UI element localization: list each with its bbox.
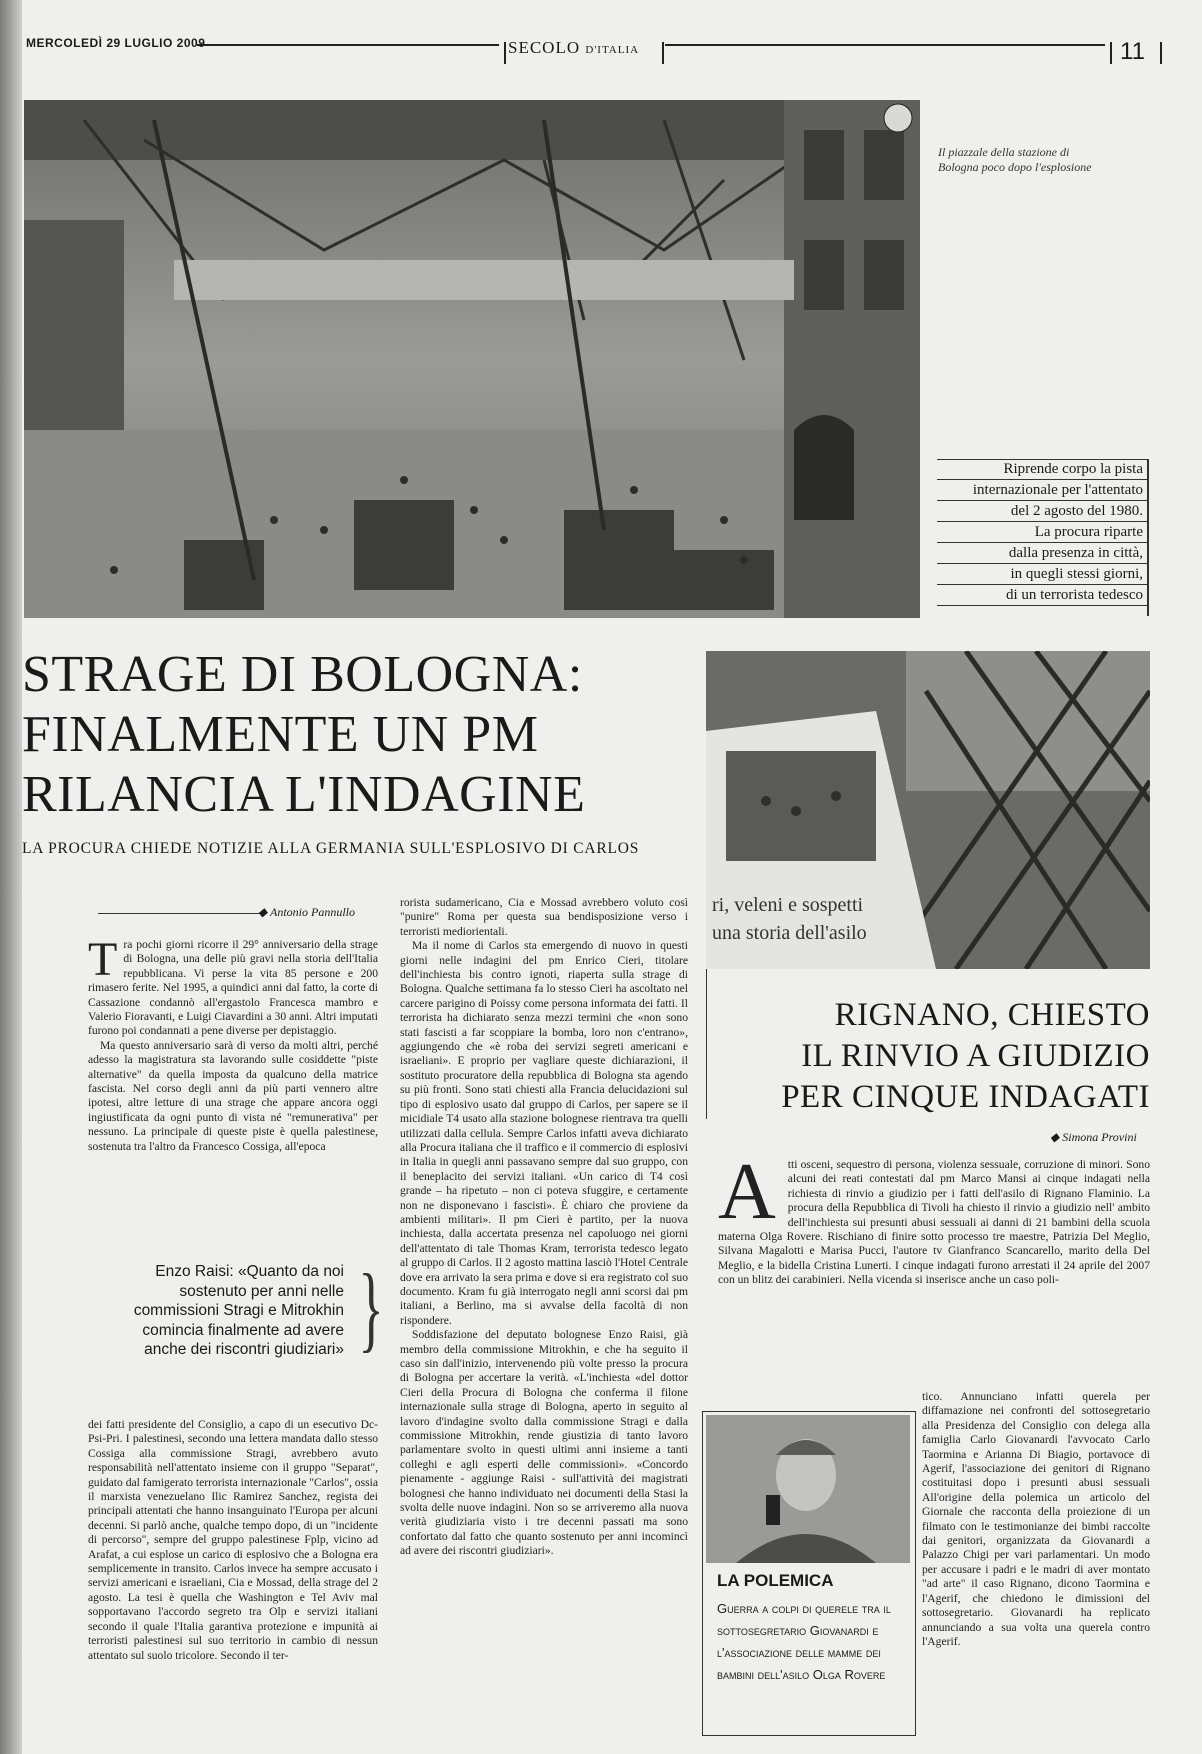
- deck-line: dalla presenza in città,: [937, 543, 1147, 564]
- paper-suffix: D'ITALIA: [585, 44, 640, 56]
- side-body-top: [718, 1148, 1150, 1288]
- side-photo-newspaper: [706, 651, 1150, 969]
- paragraph: dei fatti presidente del Consiglio, a capo di un esecutivo Dc-Psi-Pri. I palestinesi, secondo una lettera mandata dallo stesso Cossiga alla commissione Stragi, avrebbero avuto responsabilità nell'attentato insieme con il gruppo "Separat", guidato dal famigerato terrorista internazionale "Carlos", ossia il marxista venezuelano Ilic Ramirez Sanchez, regista dei principali attentati che hanno insanguinato l'Europa per alcuni decenni. Si parlò anche, qualche tempo dopo, di un "incidente di percorso", sempre del gruppo palestinese Fplp, vicino ad Arafat, a cui esplose un carico di esplosivo che a Bologna era semplicemente in transito. Carlos invece ha sempre accusato i servizi americani e israeliani, Cia e Mossad, della strage del 2 agosto. La tesi è quella che Washington e Tel Aviv mal sopportavano l'accordo segreto tra Olp e servizi italiani secondo il quale l'Italia garantiva protezione e impunità ai terroristi palestinesi sul suo territorio in cambio di nessun attentato sul suolo tricolore. Secondo il ter-: [88, 1418, 378, 1662]
- deck-line: in quegli stessi giorni,: [937, 564, 1147, 585]
- top-photo-caption: Il piazzale della stazione di Bologna poco dopo l'esplosione: [938, 145, 1092, 174]
- main-headline: [22, 645, 585, 825]
- main-subhead: LA PROCURA CHIEDE NOTIZIE ALLA GERMANIA SULL'ESPLOSIVO DI CARLOS: [22, 840, 640, 857]
- side-frame-line: [706, 969, 707, 1119]
- side-headline-line: RIGNANO, CHIESTO: [834, 997, 1150, 1033]
- deck-line: di un terrorista tedesco: [937, 585, 1147, 606]
- paragraph: rorista sudamericano, Cia e Mossad avrebbero voluto così "punire" Roma per questa sua bendisposizione verso i terroristi mediorientali.: [400, 896, 688, 938]
- header-tick: [504, 42, 506, 64]
- deck-line: Riprende corpo la pista: [937, 459, 1147, 480]
- paper-name: SECOLO: [508, 38, 581, 57]
- side-dropcap: A: [718, 1148, 776, 1236]
- paragraph: Ma questo anniversario sarà di verso da molti altri, perché adesso la magistratura sta lavorando sulle cosiddette "piste alternative" da quella imposta da qualcuno della matrice fascista. Nel corso degli anni da più parti vennero altre ipotesi, altre letture di una strage che appare ancora oggi ingiustificata da ogni punto di vista né "remunerativa" per nessuno. La principale di queste piste è quella palestinese, sostenuta tra l'altro da Francesco Cossiga, all'epoca: [88, 1038, 378, 1153]
- article-deck: [937, 459, 1147, 606]
- photo-illustration: [24, 100, 920, 618]
- paragraph: [88, 933, 378, 1039]
- main-author: Antonio Pannullo: [270, 905, 356, 919]
- paragraph: tico. Annunciano infatti querela per diffamazione nei confronti del sottosegretario alla Presidenza del Consiglio con delega alla famiglia Carlo Giovanardi l'avvocato Carlo Taormina e Arianna Di Biagio, portavoce di Agerif, l'associazione dei genitori di Rignano costituitasi dopo i presunti abusi sessuali All'origine della polemica un articolo del Giornale che racconta della proiezione di un filmato con le testimonianze dei bimbi raccolte dai genitori, organizzata da Giovanardi a Palazzo Chigi per vari parlamentari. Un modo per accusare i padri e le madri di aver montato "ad arte" il caso Rignano, dicono Taormina e l'Agerif, che chiedono le dimissioni del sottosegretario. Giovanardi ha replicato annunciando a sua volta una querela contro l'Agerif.: [922, 1390, 1150, 1648]
- polemica-text: Guerra a colpi di querele tra il sottosegretario Giovanardi e l'associazione delle mamme dei bambini dell'asilo Olga Rovere: [717, 1601, 891, 1682]
- main-byline: ◆ Antonio Pannullo: [258, 905, 356, 919]
- pull-quote: Enzo Raisi: «Quanto da noi sostenuto per anni nelle commissioni Stragi e Mitrokhin comincia finalmente ad avere anche dei riscontri giudiziari»: [133, 1263, 344, 1358]
- header-paper-name: [508, 38, 639, 58]
- top-photo-station-ruins: [24, 100, 920, 618]
- header-tick: [1160, 42, 1162, 64]
- main-dropcap: T: [88, 933, 118, 986]
- page-header: [22, 34, 1162, 70]
- polemica-title: LA POLEMICA: [717, 1571, 834, 1590]
- deck-line: La procura riparte: [937, 522, 1147, 543]
- headline-line: FINALMENTE UN PM: [22, 706, 539, 763]
- paragraph: Soddisfazione del deputato bolognese Enzo Raisi, già membro della commissione Mitrokhin, e che ha seguito il caso sin dall'inizio, intervenendo più volte presso la procura di Bologna per accertare la verità. «L'inchiesta «del dottor Cieri della Procura di Bologna che conferma il filone internazionale sulla strage di Bologna, aperto in seguito al lavoro d'indagine svolto dalla commissione Stragi e dalla commissione Mitrokhin, rende giustizia di tanto lavoro parlamentare svolto in questi ultimi anni insieme a tanti colleghi e agli esperti delle commissioni». «Concordo pienamente - aggiunge Raisi - sull'attività dei magistrati bolognesi che hanno individuato nei documenti della Stasi la svolta delle nuove indagini. Non so se arriveremo alla nuova verità giudiziaria visto i tre decenni passati ma sono confortato dal fatto che quanto sostenuto per anni incomincì ad avere dei riscontri giudiziari».: [400, 1328, 688, 1558]
- byline-rule: [98, 913, 260, 914]
- quote-brace: }: [358, 1254, 384, 1361]
- side-photo-illustration: [706, 651, 1150, 969]
- headline-line: STRAGE DI BOLOGNA:: [22, 646, 583, 703]
- paragraph-text: tti osceni, sequestro di persona, violenza sessuale, corruzione di minori. Sono alcuni dei reati contestati dal pm Marco Mansi ai cinque indagati nella richiesta di rinvio a giudizio per i fatti dell'asilo di Rignano Flaminio. La procura della Repubblica di Tivoli ha chiesto il rinvio a giudizio nell' ambito dell'inchiesta sui presunti abusi sessuali ai danni di 21 bambini della scuola materna Olga Rovere. Rischiano di finire sotto processo tre maestre, Patrizia Del Meglio, Silvana Magalotti e Marisa Pucci, l'autore tv Gianfranco Scancarello, marito della Del Meglio, e la bidella Cristina Lunerti. I cinque indagati furono arrestati il 24 aprile del 2007 con un blitz dei carabinieri. Nella vicenda si inserisce anche un caso poli-: [718, 1158, 1150, 1287]
- side-body-bottom: [922, 1390, 1150, 1649]
- side-headline-line: IL RINVIO A GIUDIZIO: [801, 1038, 1150, 1074]
- headline-line: RILANCIA L'INDAGINE: [22, 766, 586, 823]
- newspaper-line: ri, veleni e sospetti: [712, 894, 864, 916]
- header-tick: [662, 42, 664, 64]
- side-headline-line: PER CINQUE INDAGATI: [781, 1079, 1150, 1115]
- newspaper-line: una storia dell'asilo: [712, 922, 867, 944]
- main-col1-bottom: [88, 1418, 378, 1663]
- paragraph: [718, 1148, 1150, 1288]
- deck-line: internazionale per l'attentato: [937, 480, 1147, 501]
- side-byline: ◆ Simona Provini: [1050, 1130, 1137, 1144]
- side-headline: [722, 995, 1150, 1118]
- main-col2: [400, 896, 688, 1559]
- side-author: Simona Provini: [1062, 1130, 1137, 1144]
- paragraph-text: ra pochi giorni ricorre il 29° anniversario della strage di Bologna, una delle più gravi nella storia dell'Italia repubblicana. Vi perse la vita 85 persone e 200 rimasero ferite. Nel 1995, a quindici anni dal fatto, la corte di Cassazione condannò all'ergastolo Francesca mambro e Valerio Fioravanti, e Luigi Ciavardini a 30 anni. Altri imputati furono poi condannati a pene diverse per depistaggio.: [88, 938, 378, 1038]
- header-rule-left: [197, 44, 499, 46]
- deck-line: del 2 agosto del 1980.: [937, 501, 1147, 522]
- header-rule-right: [665, 44, 1105, 46]
- paragraph: Ma il nome di Carlos sta emergendo di nuovo in questi giorni nelle indagini del pm Enrico Cieri, titolare dell'inchiesta bis contro ignoti, riaperta sulla strage di Bologna. Qualche settimana fa lo stesso Cieri ha ascoltato nel carcere parigino di Poissy come persona informata dei fatti. Il terrorista ha dichiarato senza mezzi termini che «non sono stati fascisti a far scoppiare la bomba, loro non c'entrano», aggiungendo che «è roba dei servizi segreti americani e israeliani». E proprio per vagliare queste dichiarazioni, il sostituto procuratore della repubblica di Bologna sta agendo su più fronti. Sono stati chiesti alla Francia delucidazioni sul tipo di esplosivo usato dal gruppo di Carlos, per sapere se il micidiale T4 usato alla stazione bolognese rientrava tra quelli utilizzati dalla cellula. Sempre Carlos infatti aveva dichiarato alla Procura italiana che il traffico e il commercio di esplosivi in Italia in quegli anni passavano sempre dal suo gruppo, con il beneplacito dei servizi italiani. «Un carico di T4 così grande – ha ripetuto – non ci poteva sfuggire, e certamente non ne disponevano i fascisti». È chiaro che proviene da ambienti militari». Il pm Cieri è partito, per la nuova inchiesta, dalla accertata presenza nel capoluogo nei giorni dell'attentato di tale Thomas Kram, terrorista tedesco legato al gruppo di Carlos. Il 2 agosto mattina lasciò l'Hotel Centrale dove era arrivato la sera prima e dove si era registrato col suo documento. Kram fu già interrogato negli anni scorsi dai pm italiani, a Berlino, ma si avvalse della facoltà di non rispondere.: [400, 939, 688, 1327]
- header-date: MERCOLEDÌ 29 LUGLIO 2009: [26, 36, 206, 50]
- page-number: 11: [1120, 38, 1145, 65]
- main-col1-top: [88, 933, 378, 1154]
- header-tick: [1110, 42, 1112, 64]
- page-gutter-shadow: [0, 0, 22, 1754]
